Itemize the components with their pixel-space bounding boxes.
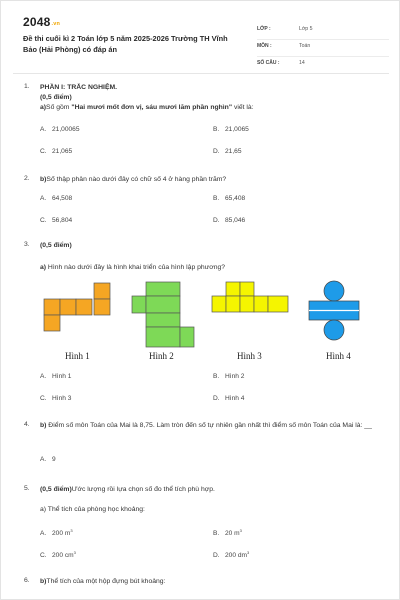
- option-b[interactable]: B. 21,0065: [213, 126, 249, 133]
- option-c[interactable]: C. Hình 3: [40, 395, 72, 402]
- meta-value: 14: [299, 60, 305, 66]
- net-1-shape: [42, 280, 112, 335]
- question-prompt: a) Hình nào dưới đây là hình khai triển của hình lập phương?: [40, 264, 226, 271]
- question-subprompt: a) Thể tích của phòng học khoảng:: [40, 506, 145, 513]
- option-c[interactable]: C. 56,804: [40, 217, 73, 224]
- cube-nets-figure: [24, 280, 379, 365]
- meta-value: Toán: [299, 43, 311, 49]
- question-text: [40, 83, 380, 113]
- option-a[interactable]: A. 21,00065: [40, 126, 80, 133]
- option-b[interactable]: B. 65,408: [213, 195, 246, 202]
- question-prompt: a)Số gồm "Hai mươi mốt đơn vị, sáu mươi lăm phần nghìn" viết là:: [40, 104, 254, 111]
- meta-key: SỐ CÂU :: [257, 60, 280, 66]
- figure-label: Hình 1: [65, 351, 90, 361]
- question-points: (0,5 điểm): [40, 94, 72, 101]
- option-a[interactable]: A. 9: [40, 456, 56, 463]
- question-text: b) Điểm số môn Toán của Mai là 8,75. Làm tròn đến số tự nhiên gần nhất thì điểm số môn Toán của Mai là: __: [40, 422, 372, 429]
- question-text: (0,5 điểm)Ước lượng rồi lựa chọn số đo thể tích phù hợp.: [40, 486, 215, 493]
- meta-row-count: [257, 57, 389, 74]
- option-c[interactable]: C. 21,065: [40, 148, 73, 155]
- option-d[interactable]: D. 200 $dm^3$: [213, 550, 250, 559]
- question-number: 2.: [24, 175, 30, 182]
- question-number: 3.: [24, 241, 30, 248]
- meta-row-subject: [257, 40, 389, 57]
- question-number: 1.: [24, 83, 30, 90]
- meta-key: MÔN :: [257, 43, 272, 49]
- question-text: b)Thể tích của một hộp đựng bút khoảng:: [40, 578, 166, 585]
- option-b[interactable]: B. 20 $m^3$: [213, 528, 242, 537]
- section-title: PHẦN I: TRẮC NGHIỆM.: [40, 84, 118, 91]
- question-points: (0,5 điểm): [40, 242, 72, 249]
- option-d[interactable]: D. 85,046: [213, 217, 246, 224]
- option-a[interactable]: A. 200 $m^3$: [40, 528, 73, 537]
- option-d[interactable]: D. Hình 4: [213, 395, 245, 402]
- option-d[interactable]: D. 21,65: [213, 148, 242, 155]
- meta-panel: [257, 23, 389, 74]
- meta-key: LỚP :: [257, 26, 271, 32]
- net-3-shape: [208, 280, 294, 320]
- site-logo[interactable]: 2048.vn: [23, 15, 61, 29]
- meta-row-grade: [257, 23, 389, 40]
- figure-label: Hình 3: [237, 351, 262, 361]
- option-c[interactable]: C. 200 $cm^3$: [40, 550, 76, 559]
- figure-label: Hình 4: [326, 351, 351, 361]
- net-4-shape: [306, 280, 362, 344]
- question-number: 5.: [24, 485, 30, 492]
- option-b[interactable]: B. Hình 2: [213, 373, 245, 380]
- document-title: Đề thi cuối kì 2 Toán lớp 5 năm 2025-2026 Trường TH Vĩnh Bảo (Hải Phòng) có đáp án: [23, 34, 228, 54]
- worksheet-header: [13, 9, 389, 67]
- question-number: 4.: [24, 421, 30, 428]
- net-2-shape: [130, 280, 202, 350]
- figure-label: Hình 2: [149, 351, 174, 361]
- question-text: b)Số thập phân nào dưới đây có chữ số 4 ở hàng phần trăm?: [40, 176, 227, 183]
- header-divider: [13, 73, 389, 74]
- option-a[interactable]: A. 64,508: [40, 195, 73, 202]
- question-number: 6.: [24, 577, 30, 584]
- meta-value: Lớp 5: [299, 26, 313, 32]
- option-a[interactable]: A. Hình 1: [40, 373, 72, 380]
